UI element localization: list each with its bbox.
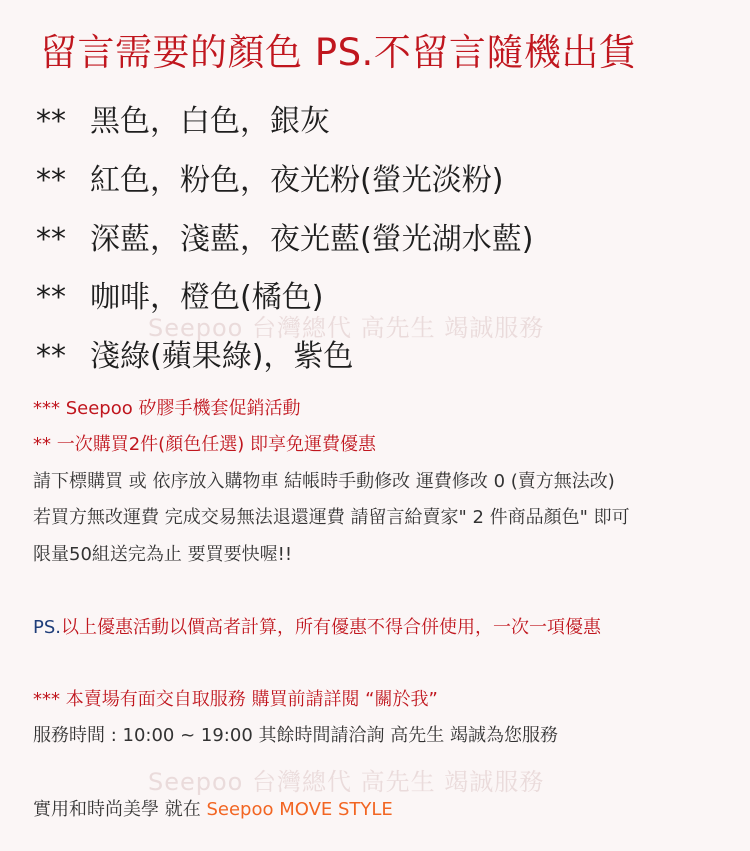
bullet-stars: **: [36, 280, 66, 315]
footer-prefix: 實用和時尚美學 就在: [33, 799, 207, 820]
service-hours: 服務時間 : 10:00 ~ 19:00 其餘時間請洽詢 高先生 竭誠為您服務: [33, 725, 558, 746]
promo-limit: 限量50組送完為止 要買要快喔!!: [33, 544, 293, 565]
bullet-stars: **: [36, 104, 66, 139]
color-option-text: 深藍，淺藍，夜光藍(螢光湖水藍): [90, 222, 534, 257]
brand-name: Seepoo MOVE STYLE: [206, 799, 393, 820]
color-option-row: [36, 155, 503, 199]
promo-offer: ** 一次購買2件(顏色任選) 即享免運費優惠: [33, 434, 376, 455]
promo-instruction: 請下標購買 或 依序放入購物車 結帳時手動修改 運費修改 0 (賣方無法改): [33, 471, 615, 492]
color-option-text: 黑色，白色，銀灰: [90, 104, 330, 139]
service-note: *** 本賣場有面交自取服務 購買前請詳閱 “關於我”: [33, 689, 438, 710]
ps-text: 以上優惠活動以價高者計算，所有優惠不得合併使用，一次一項優惠: [61, 617, 602, 638]
bullet-stars: **: [36, 339, 66, 374]
promo-heading: *** Seepoo 矽膠手機套促銷活動: [33, 398, 301, 419]
color-option-row: [36, 214, 533, 258]
color-option-text: 咖啡，橙色(橘色): [90, 280, 324, 315]
bullet-stars: **: [36, 163, 66, 198]
watermark: Seepoo 台灣總代 高先生 竭誠服務: [148, 768, 545, 796]
color-option-row: [36, 96, 330, 140]
footer-slogan: [33, 795, 393, 821]
color-option-text: 淺綠(蘋果綠)，紫色: [90, 339, 354, 374]
color-option-text: 紅色，粉色，夜光粉(螢光淡粉): [90, 163, 504, 198]
page-title: 留言需要的顏色 PS.不留言隨機出貨: [40, 31, 637, 74]
bullet-stars: **: [36, 222, 66, 257]
promo-instruction: 若買方無改運費 完成交易無法退還運費 請留言給賣家" 2 件商品顏色" 即可: [33, 507, 630, 528]
watermark: Seepoo 台灣總代 高先生 竭誠服務: [148, 314, 545, 342]
ps-note: [33, 613, 601, 639]
ps-prefix: PS.: [33, 617, 62, 638]
